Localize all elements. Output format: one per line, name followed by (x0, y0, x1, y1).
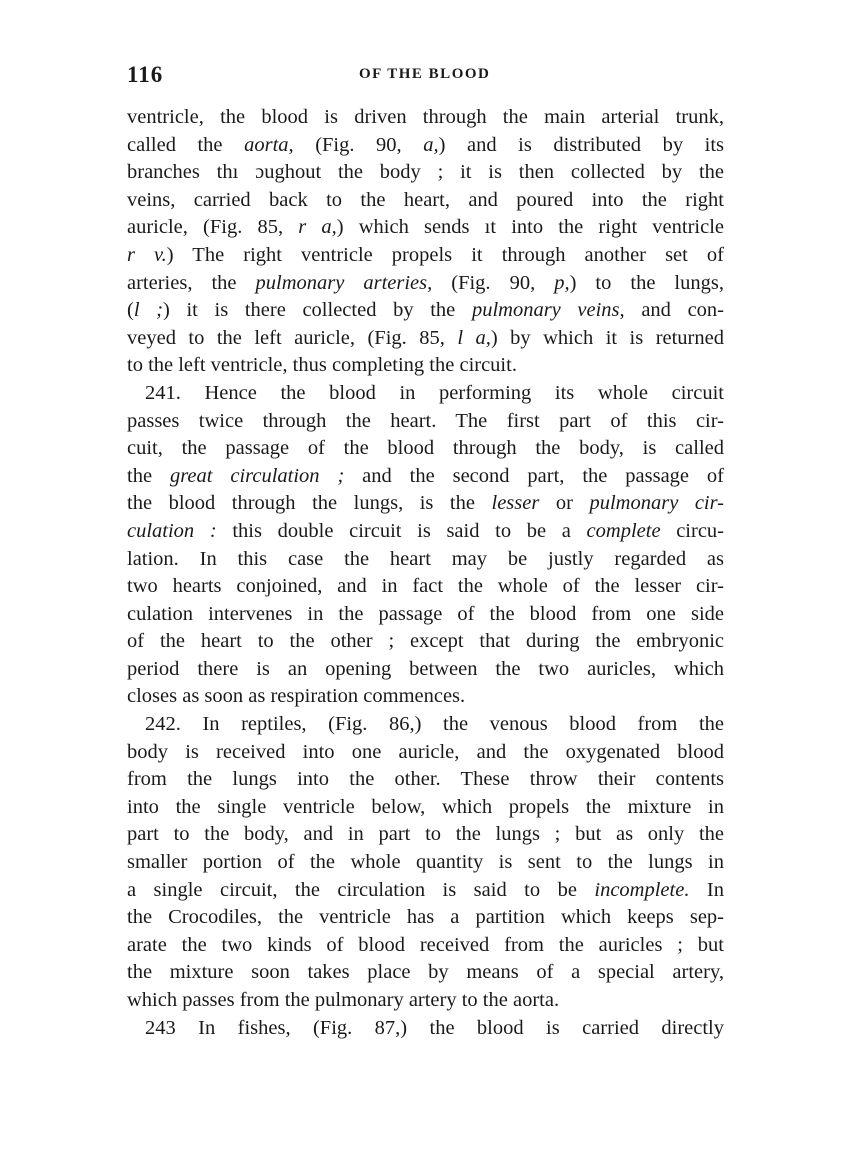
italic-term: l ; (133, 299, 163, 322)
text-line (127, 352, 724, 380)
text-segment: smaller portion of the whole quantity is sent to the lungs in (127, 851, 724, 874)
text-segment: and the second part, the passage of (344, 464, 724, 487)
text-segment: (Fig. 90, (293, 133, 424, 156)
text-segment: lation. In this case the heart may be justly regarded as (127, 547, 724, 570)
text-line (127, 104, 724, 132)
text-segment: (Fig. 90, (432, 271, 555, 294)
text-line (127, 490, 724, 518)
text-segment: 242. In reptiles, (Fig. 86,) the venous blood from the (145, 713, 724, 736)
text-line (127, 794, 724, 822)
text-segment: ) and is distributed by its (438, 133, 725, 156)
text-line (127, 518, 724, 546)
text-line (127, 214, 724, 242)
text-segment: ) which sends ıt into the right ventricle (336, 216, 724, 239)
text-line (127, 711, 724, 739)
text-line (127, 270, 724, 298)
page-number: 116 (127, 62, 164, 87)
text-line (127, 435, 724, 463)
text-line (127, 959, 724, 987)
text-segment: and con- (624, 299, 724, 322)
text-line (127, 739, 724, 767)
text-line (127, 325, 724, 353)
text-segment: body is received into one auricle, and the oxygenated blood (127, 740, 724, 763)
text-segment: ) to the lungs, (569, 271, 724, 294)
text-segment: the blood through the lungs, is the (127, 492, 492, 515)
book-page (127, 62, 724, 1042)
text-line (127, 849, 724, 877)
text-line (127, 132, 724, 160)
text-line (127, 877, 724, 905)
italic-term: a, (423, 133, 439, 156)
text-segment: arate the two kinds of blood received from the auricles ; but (127, 933, 724, 956)
text-line (127, 821, 724, 849)
italic-term: lesser (491, 492, 540, 515)
italic-term: culation : (127, 519, 217, 542)
text-segment: arteries, the (127, 271, 256, 294)
italic-term: r a, (298, 216, 337, 239)
italic-term: pulmonary veins, (471, 299, 625, 322)
text-segment: ) The right ventricle propels it through another set of (166, 243, 724, 266)
italic-term: l a, (457, 326, 491, 349)
text-line (127, 1015, 724, 1043)
text-segment: the mixture soon takes place by means of a special artery, (127, 961, 724, 984)
text-line (127, 932, 724, 960)
text-segment: ( (127, 299, 134, 322)
text-segment: 241. Hence the blood in performing its whole circuit (145, 381, 724, 404)
text-line (127, 463, 724, 491)
text-line (127, 683, 724, 711)
text-line (127, 159, 724, 187)
text-line (127, 656, 724, 684)
italic-term: pulmonary arteries, (255, 271, 433, 294)
italic-term: r v. (127, 243, 167, 266)
italic-term: incomplete. (594, 878, 690, 901)
text-line (127, 573, 724, 601)
italic-term: complete (586, 519, 661, 542)
text-line (127, 408, 724, 436)
text-segment: called the (127, 133, 245, 156)
text-segment: 243 In fishes, (Fig. 87,) the blood is carried directly (145, 1016, 724, 1039)
text-segment: to the left ventricle, thus completing the circuit. (127, 354, 517, 377)
running-title: OF THE BLOOD (359, 66, 491, 82)
italic-term: great circulation ; (169, 464, 345, 487)
text-line (127, 766, 724, 794)
italic-term: pulmonary cir- (589, 492, 725, 515)
running-head (127, 62, 724, 92)
text-line (127, 187, 724, 215)
text-line (127, 987, 724, 1015)
text-segment: this double circuit is said to be a (216, 519, 587, 542)
text-segment: a single circuit, the circulation is said to be (127, 878, 595, 901)
text-segment: passes twice through the heart. The first part of this cir- (127, 409, 724, 432)
text-line (127, 297, 724, 325)
text-segment: In (689, 878, 725, 901)
text-line (127, 380, 724, 408)
text-segment: into the single ventricle below, which propels the mixture in (127, 795, 724, 818)
text-segment: the Crocodiles, the ventricle has a partition which keeps sep- (127, 906, 724, 929)
text-line (127, 242, 724, 270)
text-segment: veyed to the left auricle, (Fig. 85, (127, 326, 458, 349)
text-segment: which passes from the pulmonary artery to the aorta. (127, 989, 560, 1011)
text-segment: cuit, the passage of the blood through the body, is called (127, 437, 724, 460)
text-line (127, 601, 724, 629)
text-segment: branches thı ɔughout the body ; it is then collected by the (127, 161, 724, 184)
text-segment: of the heart to the other ; except that during the embryonic (127, 630, 724, 653)
text-segment: culation intervenes in the passage of the blood from one side (127, 602, 724, 625)
text-segment: part to the body, and in part to the lungs ; but as only the (127, 823, 724, 846)
body-text (127, 104, 724, 1042)
text-segment: period there is an opening between the two auricles, which (127, 657, 724, 680)
text-segment: auricle, (Fig. 85, (127, 216, 299, 239)
italic-term: p, (554, 271, 570, 294)
text-segment: two hearts conjoined, and in fact the whole of the lesser cir- (127, 575, 724, 598)
text-segment: ) it is there collected by the (163, 299, 472, 322)
text-line (127, 546, 724, 574)
text-segment: the (127, 464, 170, 487)
text-segment: or (539, 492, 590, 515)
italic-term: aorta, (244, 133, 294, 156)
text-segment: circu- (660, 519, 725, 542)
text-line (127, 628, 724, 656)
text-segment: from the lungs into the other. These throw their contents (127, 768, 724, 791)
text-segment: ) by which it is returned (490, 326, 724, 349)
text-segment: veins, carried back to the heart, and poured into the right (127, 188, 724, 211)
text-segment: ventricle, the blood is driven through the main arterial trunk, (127, 106, 724, 128)
text-segment: closes as soon as respiration commences. (127, 685, 466, 708)
text-line (127, 904, 724, 932)
